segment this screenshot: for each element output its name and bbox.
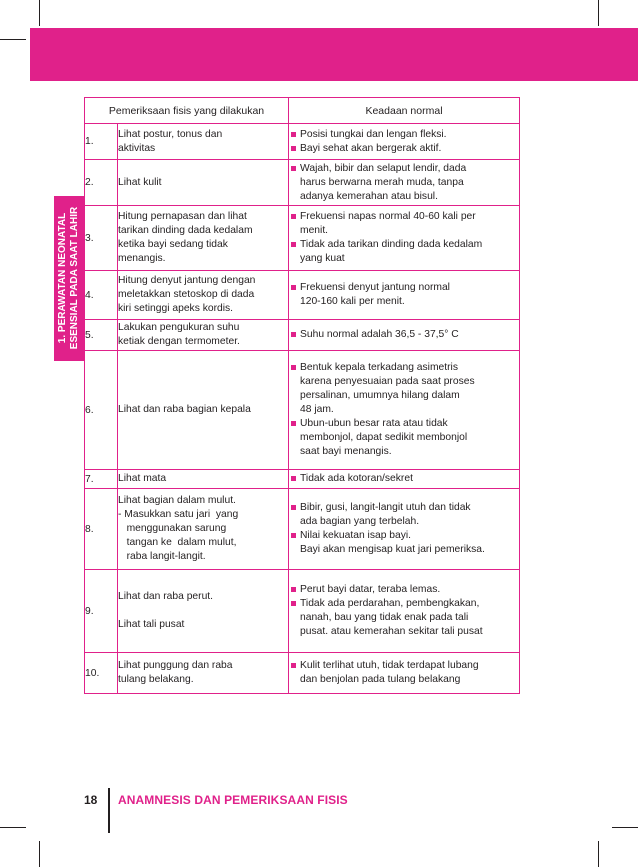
bullet-square-icon xyxy=(291,421,296,426)
normal-condition-cell xyxy=(289,570,520,653)
bullet-item xyxy=(289,583,519,597)
examination-cell xyxy=(118,489,289,570)
chapter-tab-label xyxy=(57,196,81,361)
bullet-line: pusat. atau kemerahan sekitar tali pusat xyxy=(300,626,483,637)
row-number: 8. xyxy=(85,489,118,570)
bullet-line: Bentuk kepala terkadang asimetris xyxy=(300,362,458,373)
examination-line: tangan ke dalam mulut, xyxy=(118,537,237,548)
table-row xyxy=(85,570,520,653)
bullet-text xyxy=(300,659,519,687)
examination-line: meletakkan stetoskop di dada xyxy=(118,289,255,300)
bullet-square-icon xyxy=(291,476,296,481)
table-row xyxy=(85,351,520,470)
bullet-line: Suhu normal adalah 36,5 - 37,5° C xyxy=(300,329,459,340)
bullet-item xyxy=(289,597,519,639)
row-number: 6. xyxy=(85,351,118,470)
examination-cell xyxy=(118,160,289,206)
bullet-line: Bibir, gusi, langit-langit utuh dan tidak xyxy=(300,502,471,513)
examination-cell xyxy=(118,320,289,351)
examination-cell xyxy=(118,124,289,160)
examination-line: Hitung denyut jantung dengan xyxy=(118,275,256,286)
bullet-line: Posisi tungkai dan lengan fleksi. xyxy=(300,128,447,140)
bullet-square-icon xyxy=(291,505,296,510)
row-number: 4. xyxy=(85,271,118,320)
bullet-text xyxy=(300,597,519,639)
examination-table xyxy=(84,97,520,694)
bullet-square-icon xyxy=(291,663,296,668)
bullet-line: harus berwarna merah muda, tanpa xyxy=(300,176,464,188)
examination-line: Hitung pernapasan dan lihat xyxy=(118,211,247,222)
examination-line: tulang belakang. xyxy=(118,674,194,685)
bullet-item xyxy=(289,238,519,266)
bullet-line: membonjol, dapat sedikit membonjol xyxy=(300,432,468,443)
column-header-normal: Keadaan normal xyxy=(289,98,520,124)
bullet-text xyxy=(300,238,519,266)
bullet-line: menit. xyxy=(300,225,329,236)
examination-line: menggunakan sarung xyxy=(118,523,227,534)
bullet-text xyxy=(300,583,519,597)
bullet-text xyxy=(300,328,519,342)
table-row xyxy=(85,160,520,206)
examination-line: Lihat dan raba perut. xyxy=(118,591,214,602)
examination-line: Lakukan pengukuran suhu xyxy=(118,322,240,333)
bullet-line: Tidak ada tarikan dinding dada kedalam xyxy=(300,239,483,250)
bullet-line: Bayi sehat akan bergerak aktif. xyxy=(300,142,442,154)
bullet-square-icon xyxy=(291,242,296,247)
bullet-line: Wajah, bibir dan selaput lendir, dada xyxy=(300,162,467,174)
footer-divider xyxy=(108,788,110,833)
examination-line: Lihat tali pusat xyxy=(118,619,185,630)
bullet-text xyxy=(300,501,519,529)
bullet-text xyxy=(300,361,519,417)
bullet-text xyxy=(300,529,519,557)
examination-cell xyxy=(118,206,289,271)
bullet-line: Ubun-ubun besar rata atau tidak xyxy=(300,418,448,429)
normal-condition-cell xyxy=(289,320,520,351)
row-number: 9. xyxy=(85,570,118,653)
bullet-square-icon xyxy=(291,587,296,592)
bullet-line: Tidak ada perdarahan, pembengkakan, xyxy=(300,598,480,609)
bullet-item xyxy=(289,529,519,557)
row-number: 3. xyxy=(85,206,118,271)
bullet-item xyxy=(289,142,519,156)
row-number: 7. xyxy=(85,470,118,489)
examination-line: Lihat dan raba bagian kepala xyxy=(118,404,251,415)
examination-line: Lihat mata xyxy=(118,473,167,484)
table-row xyxy=(85,653,520,694)
examination-line: Lihat kulit xyxy=(118,176,162,188)
bullet-line: Kulit terlihat utuh, tidak terdapat lubang xyxy=(300,660,479,671)
page-number: 18 xyxy=(84,793,98,807)
examination-cell xyxy=(118,470,289,489)
examination-cell xyxy=(118,653,289,694)
bullet-item xyxy=(289,659,519,687)
column-header-examination: Pemeriksaan fisis yang dilakukan xyxy=(85,98,289,124)
chapter-tab-line2: ESENSIAL PADA SAAT LAHIR xyxy=(69,206,80,350)
bullet-line: Bayi akan mengisap kuat jari pemeriksa. xyxy=(300,544,485,555)
table-header-row xyxy=(85,98,520,124)
bullet-square-icon xyxy=(291,533,296,538)
examination-line: kiri setinggi apeks kordis. xyxy=(118,303,234,314)
bullet-line: nanah, bau yang tidak enak pada tali xyxy=(300,612,469,623)
bullet-text xyxy=(300,281,519,309)
bullet-item xyxy=(289,128,519,142)
bullet-text xyxy=(300,210,519,238)
table-row xyxy=(85,489,520,570)
bullet-line: 48 jam. xyxy=(300,404,334,415)
row-number: 2. xyxy=(85,160,118,206)
bullet-line: karena penyesuaian pada saat proses xyxy=(300,376,475,387)
row-number: 1. xyxy=(85,124,118,160)
table-body xyxy=(85,124,520,694)
bullet-line: persalinan, umumnya hilang dalam xyxy=(300,390,460,401)
bullet-item xyxy=(289,361,519,417)
bullet-line: adanya kemerahan atau bisul. xyxy=(300,190,438,202)
normal-condition-cell xyxy=(289,653,520,694)
bullet-text xyxy=(300,162,519,204)
bullet-text xyxy=(300,417,519,459)
bullet-text xyxy=(300,472,519,486)
crop-mark xyxy=(39,841,40,867)
examination-cell xyxy=(118,351,289,470)
examination-line: raba langit-langit. xyxy=(118,551,206,562)
bullet-square-icon xyxy=(291,332,296,337)
examination-line: ketiak dengan termometer. xyxy=(118,336,240,347)
bullet-square-icon xyxy=(291,166,296,171)
bullet-square-icon xyxy=(291,146,296,151)
table-row xyxy=(85,470,520,489)
bullet-line: saat bayi menangis. xyxy=(300,446,392,457)
crop-mark xyxy=(612,827,638,828)
examination-line: Lihat punggung dan raba xyxy=(118,660,233,671)
bullet-item xyxy=(289,281,519,309)
chapter-tab-line1: 1. PERAWATAN NEONATAL xyxy=(57,212,68,344)
examination-line xyxy=(118,604,288,618)
bullet-line: yang kuat xyxy=(300,253,345,264)
bullet-line: Perut bayi datar, teraba lemas. xyxy=(300,584,441,595)
header-banner xyxy=(30,28,638,81)
normal-condition-cell xyxy=(289,271,520,320)
crop-mark xyxy=(598,0,599,26)
bullet-item xyxy=(289,472,519,486)
bullet-line: Tidak ada kotoran/sekret xyxy=(300,473,413,484)
bullet-square-icon xyxy=(291,132,296,137)
bullet-square-icon xyxy=(291,214,296,219)
examination-line: ketika bayi sedang tidak xyxy=(118,239,228,250)
examination-line: menangis. xyxy=(118,253,166,264)
bullet-line: Frekuensi napas normal 40-60 kali per xyxy=(300,211,476,222)
normal-condition-cell xyxy=(289,489,520,570)
table-row xyxy=(85,320,520,351)
normal-condition-cell xyxy=(289,470,520,489)
normal-condition-cell xyxy=(289,124,520,160)
examination-line: Lihat postur, tonus dan xyxy=(118,128,223,140)
bullet-line: 120-160 kali per menit. xyxy=(300,296,405,307)
table-row xyxy=(85,271,520,320)
bullet-item xyxy=(289,162,519,204)
normal-condition-cell xyxy=(289,160,520,206)
bullet-item xyxy=(289,328,519,342)
bullet-text xyxy=(300,128,519,142)
footer-title: ANAMNESIS DAN PEMERIKSAAN FISIS xyxy=(118,793,348,807)
crop-mark xyxy=(0,39,26,40)
examination-line: aktivitas xyxy=(118,142,156,154)
bullet-square-icon xyxy=(291,285,296,290)
normal-condition-cell xyxy=(289,351,520,470)
normal-condition-cell xyxy=(289,206,520,271)
crop-mark xyxy=(39,0,40,26)
bullet-item xyxy=(289,501,519,529)
examination-line: - Masukkan satu jari yang xyxy=(118,509,239,520)
examination-cell xyxy=(118,271,289,320)
examination-cell xyxy=(118,570,289,653)
examination-line: Lihat bagian dalam mulut. xyxy=(118,495,236,506)
table-row xyxy=(85,206,520,271)
bullet-text xyxy=(300,142,519,156)
bullet-line: ada bagian yang terbelah. xyxy=(300,516,420,527)
table-row xyxy=(85,124,520,160)
bullet-line: Nilai kekuatan isap bayi. xyxy=(300,530,412,541)
bullet-line: dan benjolan pada tulang belakang xyxy=(300,674,461,685)
bullet-item xyxy=(289,210,519,238)
bullet-line: Frekuensi denyut jantung normal xyxy=(300,282,450,293)
row-number: 10. xyxy=(85,653,118,694)
crop-mark xyxy=(598,841,599,867)
bullet-square-icon xyxy=(291,601,296,606)
bullet-square-icon xyxy=(291,365,296,370)
examination-line: tarikan dinding dada kedalam xyxy=(118,225,253,236)
crop-mark xyxy=(0,827,26,828)
bullet-item xyxy=(289,417,519,459)
row-number: 5. xyxy=(85,320,118,351)
